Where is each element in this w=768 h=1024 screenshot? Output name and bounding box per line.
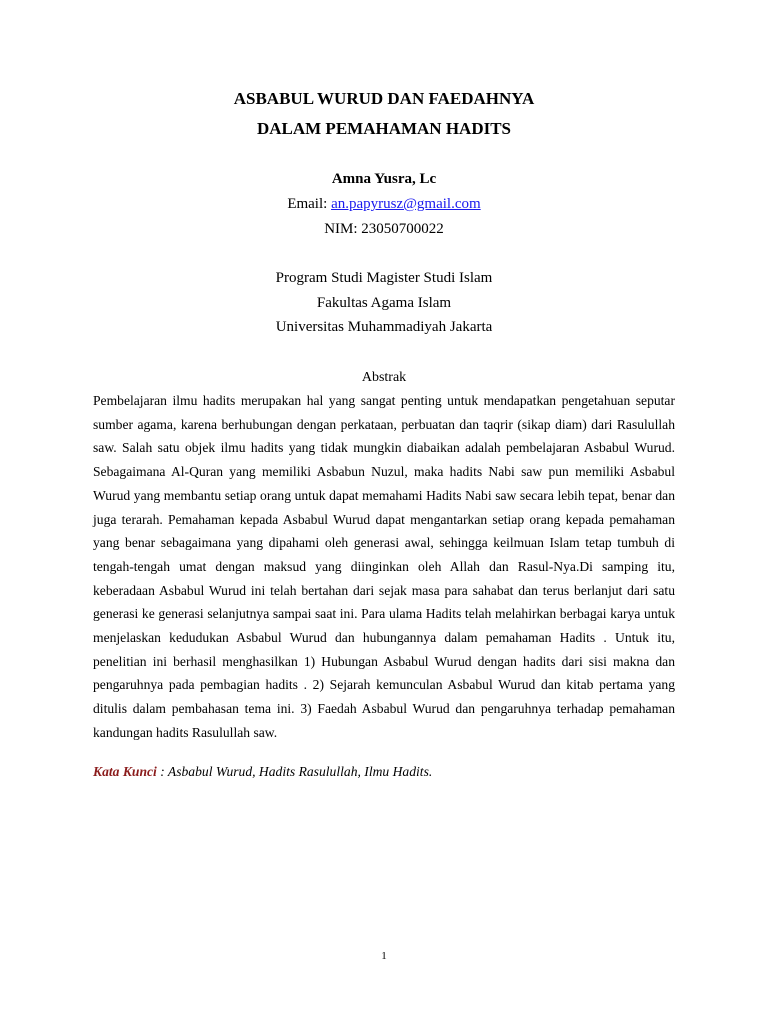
affiliation-faculty: Fakultas Agama Islam bbox=[316, 295, 452, 311]
affiliation-university: Universitas Muhammadiyah Jakarta bbox=[275, 319, 493, 335]
title-line-1: ASBABUL WURUD DAN FAEDAHNYA bbox=[233, 89, 535, 108]
keywords-line bbox=[93, 764, 432, 780]
author-nim: NIM: 23050700022 bbox=[324, 221, 444, 237]
author-name: Amna Yusra, Lc bbox=[331, 171, 437, 187]
keywords-text: : Asbabul Wurud, Hadits Rasulullah, Ilmu Hadits. bbox=[156, 764, 433, 779]
keywords-label: Kata Kunci bbox=[93, 764, 157, 779]
affiliation-program: Program Studi Magister Studi Islam bbox=[275, 270, 493, 286]
abstract-text: Pembelajaran ilmu hadits merupakan hal yang sangat penting untuk mendapatkan pengetahuan seputar sumber agama, karena berhubungan dengan perkataan, perbuatan dan taqrir (sikap diam) dari Rasulullah saw. Salah satu objek ilmu hadits yang tidak mungkin diabaikan adalah pembelajaran Asbabul Wurud. Sebagaimana Al-Quran yang memiliki Asbabun Nuzul, maka hadits Nabi saw pun memiliki Asbabul Wurud yang membantu setiap orang untuk dapat memahami Hadits Nabi saw secara lebih tepat, benar dan juga terarah. Pemahaman kepada Asbabul Wurud dapat mengantarkan setiap orang kepada pemahaman yang benar sebagaimana yang dipahami oleh generasi awal, sehingga keilmuan Islam tetap tumbuh di tengah-tengah umat dengan maksud yang diinginkan oleh Allah dan Rasul-Nya.Di samping itu, keberadaan Asbabul Wurud ini telah bertahan dari sejak masa para sahabat dan terus berlanjut dari satu generasi ke generasi selanjutnya sampai saat ini. Para ulama Hadits telah melahirkan berbagai karya untuk menjelaskan kedudukan Asbabul Wurud dan hubungannya dalam pemahaman Hadits . Untuk itu, penelitian ini berhasil menghasilkan 1) Hubungan Asbabul Wurud dengan hadits dari sisi makna dan pengaruhnya pada pembagian hadits . 2) Sejarah kemunculan Asbabul Wurud dan kitab pertama yang ditulis dalam pembahasan tema ini. 3) Faedah Asbabul Wurud dan pengaruhnya terhadap pemahaman kandungan hadits Rasulullah saw. bbox=[93, 393, 675, 740]
abstract-heading: Abstrak bbox=[361, 370, 407, 385]
author-email-line bbox=[0, 196, 768, 213]
email-label: Email: bbox=[287, 196, 328, 212]
page-number: 1 bbox=[381, 950, 387, 962]
title-line-2: DALAM PEMAHAMAN HADITS bbox=[256, 119, 512, 138]
email-link[interactable]: an.papyrusz@gmail.com bbox=[331, 196, 481, 212]
